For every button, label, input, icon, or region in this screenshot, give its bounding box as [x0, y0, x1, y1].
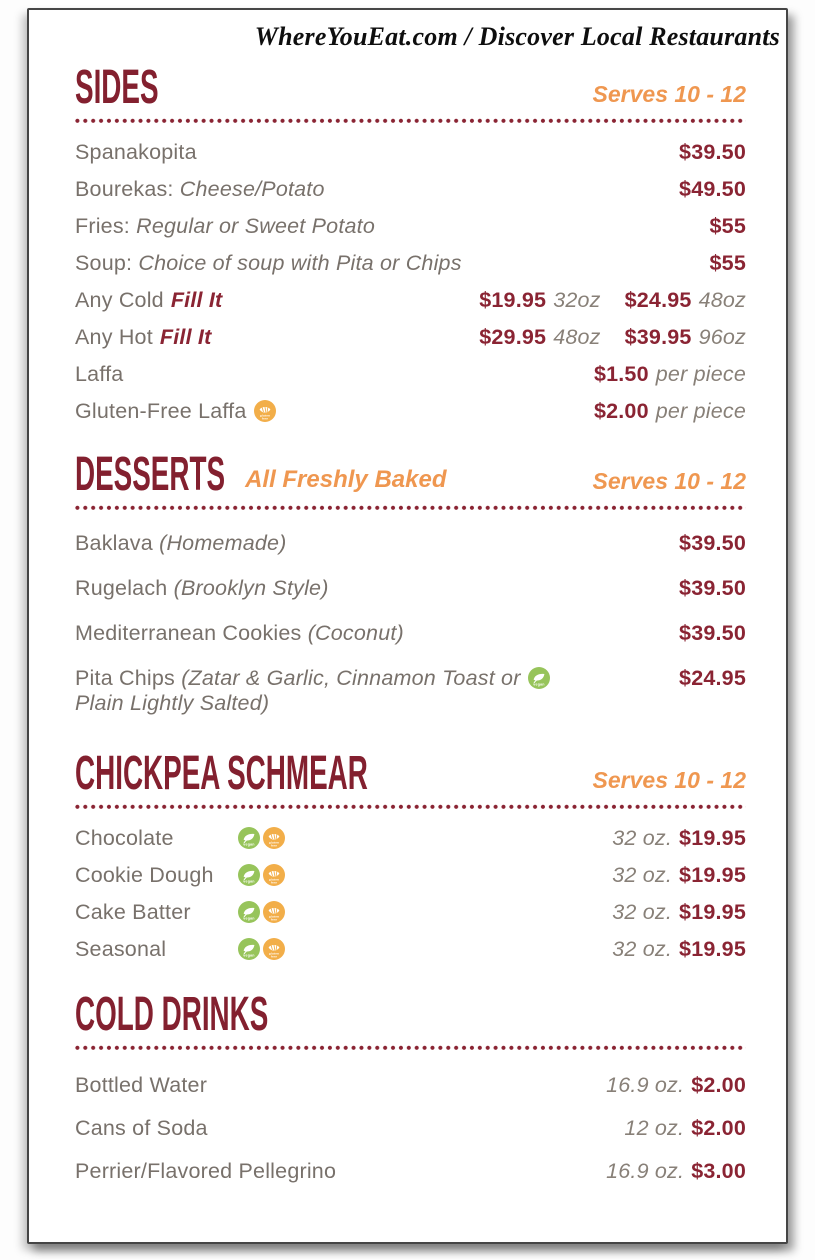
item-label	[75, 214, 710, 239]
svg-text:vegan: vegan	[243, 879, 255, 884]
price-group	[710, 251, 746, 275]
item-pricing	[612, 863, 746, 888]
vegan-icon	[238, 827, 260, 849]
item-detail: (Brooklyn Style)	[173, 576, 329, 600]
serves-label: Serves 10 - 12	[592, 767, 746, 793]
svg-text:gluten: gluten	[268, 840, 280, 845]
size-label: 48oz	[553, 325, 601, 349]
size-label: 32oz	[553, 288, 601, 312]
item-name: Chocolate	[75, 826, 174, 850]
item-name: Cookie Dough	[75, 863, 214, 887]
item-name: Seasonal	[75, 937, 167, 961]
item-label	[75, 863, 612, 888]
item-pricing	[594, 399, 746, 424]
gluten-free-icon	[263, 938, 285, 960]
section-title	[75, 988, 269, 1041]
price-group	[679, 177, 746, 201]
item-detail: Regular or Sweet Potato	[136, 214, 375, 238]
item-price: $19.95	[679, 863, 746, 887]
item-price: $39.50	[679, 531, 746, 555]
gluten-free-icon	[254, 400, 276, 422]
item-name: Gluten-Free Laffa	[75, 399, 247, 423]
menu-item-row	[75, 826, 746, 851]
item-price: $39.95	[624, 325, 692, 349]
dotted-divider	[75, 804, 746, 810]
item-accent: Fill It	[170, 288, 223, 312]
menu-item-row	[75, 251, 746, 276]
price-group	[612, 863, 746, 887]
item-detail: (Coconut)	[307, 621, 404, 645]
item-pricing	[606, 1159, 746, 1184]
item-label	[75, 177, 679, 202]
item-name: Fries:	[75, 214, 130, 238]
item-price: $24.95	[624, 288, 692, 312]
item-pricing	[594, 362, 746, 387]
page-title: WhereYouEat.com / Discover Local Restaurants	[254, 22, 780, 51]
item-price: $49.50	[679, 177, 746, 201]
svg-text:gluten: gluten	[268, 951, 280, 956]
item-pricing	[479, 325, 746, 350]
menu-item-row	[75, 1116, 746, 1141]
item-price: $39.50	[679, 621, 746, 645]
price-group	[594, 362, 746, 386]
menu-item-row	[75, 937, 746, 962]
price-group	[606, 1159, 746, 1183]
svg-text:free: free	[270, 880, 278, 885]
section-title-text: DESSERTS	[75, 448, 226, 501]
item-name: Laffa	[75, 362, 124, 386]
svg-text:vegan: vegan	[532, 682, 545, 687]
size-label: 16.9 oz.	[606, 1073, 685, 1097]
item-price: $24.95	[679, 666, 746, 690]
item-price: $2.00	[691, 1073, 746, 1097]
menu-item-row	[75, 288, 746, 313]
item-label	[75, 325, 479, 350]
menu-item-row	[75, 1159, 746, 1184]
dotted-divider	[75, 505, 746, 511]
item-list	[75, 1073, 746, 1184]
item-name: Any Cold	[75, 288, 164, 312]
item-pricing	[679, 621, 746, 646]
menu-sheet	[27, 8, 788, 1244]
item-price: $19.95	[679, 826, 746, 850]
section-header	[75, 61, 746, 114]
gluten-free-icon	[263, 827, 285, 849]
size-label: 32 oz.	[612, 863, 673, 887]
price-group	[679, 531, 746, 555]
section-header	[75, 988, 746, 1041]
menu-item-row	[75, 362, 746, 387]
item-price: $19.95	[679, 937, 746, 961]
item-pricing	[679, 531, 746, 556]
svg-text:gluten: gluten	[268, 877, 280, 882]
item-detail: Cheese/Potato	[179, 177, 325, 201]
item-label	[75, 576, 679, 601]
size-label: 48oz	[698, 288, 746, 312]
price-group	[612, 826, 746, 850]
menu-item-row	[75, 900, 746, 925]
price-group	[606, 1073, 746, 1097]
item-pricing	[479, 288, 746, 313]
item-label	[75, 826, 612, 851]
item-pricing	[612, 826, 746, 851]
svg-text:free: free	[270, 843, 278, 848]
item-label	[75, 531, 679, 556]
item-label	[75, 399, 594, 424]
menu-item-row	[75, 399, 746, 424]
item-detail: (Zatar & Garlic, Cinnamon Toast or	[181, 666, 521, 690]
item-name: Pita Chips	[75, 666, 175, 690]
size-label: 16.9 oz.	[606, 1159, 685, 1183]
menu-item-row	[75, 214, 746, 239]
svg-text:gluten: gluten	[259, 413, 270, 418]
section-title-text: CHICKPEA SCHMEAR	[75, 747, 368, 800]
item-list	[75, 826, 746, 962]
item-label	[75, 937, 612, 962]
gluten-free-icon	[263, 864, 285, 886]
size-label: 32 oz.	[612, 826, 673, 850]
section-desserts	[75, 448, 746, 716]
item-label	[75, 900, 612, 925]
item-name: Bourekas:	[75, 177, 174, 201]
menu-item-row	[75, 621, 746, 646]
section-title-text: SIDES	[75, 61, 159, 114]
item-list	[75, 531, 746, 716]
item-label	[75, 621, 679, 646]
section-title	[75, 448, 226, 501]
item-price: $2.00	[593, 399, 649, 423]
svg-text:vegan: vegan	[243, 842, 255, 847]
dotted-divider	[75, 1045, 746, 1051]
item-price: $55	[709, 251, 746, 275]
price-group	[679, 666, 746, 690]
vegan-icon	[238, 938, 260, 960]
svg-text:free: free	[261, 416, 268, 421]
section-header	[75, 747, 746, 800]
item-pricing	[679, 576, 746, 601]
item-label	[75, 1159, 606, 1184]
menu-content	[75, 52, 746, 1202]
item-pricing	[710, 214, 746, 239]
menu-item-row	[75, 863, 746, 888]
svg-text:gluten: gluten	[268, 914, 280, 919]
menu-item-row	[75, 140, 746, 165]
size-label: 12 oz.	[624, 1116, 685, 1140]
item-pricing	[606, 1073, 746, 1098]
item-pricing	[612, 900, 746, 925]
serves-label: Serves 10 - 12	[592, 468, 746, 494]
item-detail-line2: Plain Lightly Salted)	[75, 691, 270, 715]
section-subtitle: All Freshly Baked	[245, 466, 447, 493]
svg-text:vegan: vegan	[243, 953, 255, 958]
svg-text:vegan: vegan	[243, 916, 255, 921]
price-group	[679, 621, 746, 645]
section-title	[75, 747, 368, 800]
price-group	[625, 325, 746, 349]
price-group	[594, 399, 746, 423]
menu-item-row	[75, 325, 746, 350]
section-cold-drinks	[75, 988, 746, 1184]
item-detail: (Homemade)	[159, 531, 287, 555]
size-label: 32 oz.	[612, 937, 673, 961]
size-label: 96oz	[698, 325, 746, 349]
item-pricing	[679, 666, 746, 691]
item-name: Baklava	[75, 531, 153, 555]
item-label	[75, 1073, 606, 1098]
item-name: Mediterranean Cookies	[75, 621, 302, 645]
item-label	[75, 362, 594, 387]
menu-item-row	[75, 576, 746, 601]
item-price: $29.95	[479, 325, 547, 349]
item-name: Spanakopita	[75, 140, 197, 164]
menu-item-row	[75, 1073, 746, 1098]
price-group	[624, 1116, 746, 1140]
item-price: $19.95	[479, 288, 547, 312]
price-group	[625, 288, 746, 312]
item-label	[75, 251, 710, 276]
menu-item-row	[75, 666, 746, 716]
item-name: Any Hot	[75, 325, 153, 349]
menu-item-row	[75, 177, 746, 202]
dotted-divider	[75, 118, 746, 124]
vegan-icon	[238, 864, 260, 886]
section-chickpea-schmear	[75, 747, 746, 962]
item-label	[75, 1116, 624, 1141]
item-price: $2.00	[691, 1116, 746, 1140]
item-pricing	[612, 937, 746, 962]
section-sides	[75, 61, 746, 424]
size-label: per piece	[655, 362, 746, 386]
price-group	[679, 140, 746, 164]
item-price: $39.50	[679, 140, 746, 164]
item-pricing	[679, 177, 746, 202]
menu-item-row	[75, 531, 746, 556]
section-title	[75, 61, 159, 114]
item-pricing	[624, 1116, 746, 1141]
item-label	[75, 666, 679, 716]
svg-text:free: free	[270, 917, 278, 922]
item-name: Rugelach	[75, 576, 168, 600]
item-label	[75, 288, 479, 313]
size-label: per piece	[655, 399, 746, 423]
item-accent: Fill It	[159, 325, 212, 349]
section-header	[75, 448, 746, 501]
vegan-icon	[528, 667, 550, 689]
price-group	[612, 900, 746, 924]
item-list	[75, 140, 746, 424]
price-group	[710, 214, 746, 238]
serves-label: Serves 10 - 12	[592, 81, 746, 107]
price-group	[479, 288, 600, 312]
price-group	[612, 937, 746, 961]
size-label: 32 oz.	[612, 900, 673, 924]
item-pricing	[710, 251, 746, 276]
item-price: $55	[709, 214, 746, 238]
item-name: Soup:	[75, 251, 133, 275]
item-label	[75, 140, 679, 165]
price-group	[479, 325, 600, 349]
item-price: $39.50	[679, 576, 746, 600]
vegan-icon	[238, 901, 260, 923]
item-detail: Choice of soup with Pita or Chips	[138, 251, 462, 275]
section-title-text: COLD DRINKS	[75, 988, 269, 1041]
price-group	[679, 576, 746, 600]
item-name: Cans of Soda	[75, 1116, 208, 1140]
item-pricing	[679, 140, 746, 165]
item-price: $3.00	[691, 1159, 746, 1183]
item-name: Perrier/Flavored Pellegrino	[75, 1159, 337, 1183]
item-name: Bottled Water	[75, 1073, 208, 1097]
item-name: Cake Batter	[75, 900, 191, 924]
svg-text:free: free	[270, 954, 278, 959]
item-price: $1.50	[593, 362, 649, 386]
item-price: $19.95	[679, 900, 746, 924]
gluten-free-icon	[263, 901, 285, 923]
